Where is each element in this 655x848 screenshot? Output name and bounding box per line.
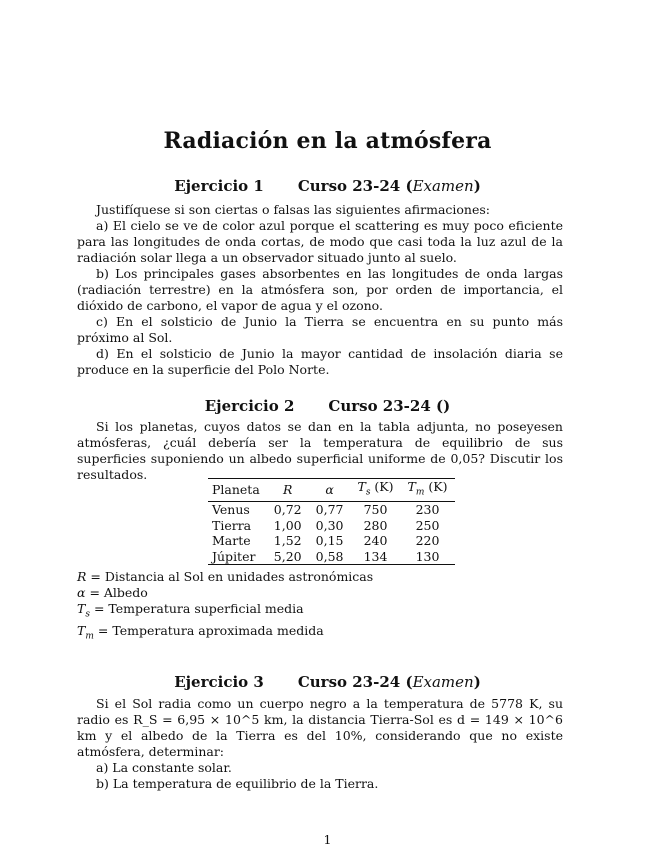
exercise-3-course: Curso 23-24 <box>297 673 401 691</box>
cell-tm: 130 <box>415 548 440 564</box>
planet-data-table <box>208 478 455 565</box>
header-r: R <box>283 482 293 498</box>
cell-r: 5,20 <box>273 548 302 564</box>
header-tm: $T_m$ (K) <box>407 479 448 498</box>
header-ts: $T_s$ (K) <box>357 479 394 498</box>
legend-item: $T_m$ = Temperatura aproximada medida <box>77 622 324 641</box>
page-number: 1 <box>323 832 332 847</box>
legend-text-ts: = Temperatura superficial media <box>93 601 304 616</box>
exercise-1-intro: Justifíquese si son ciertas o falsas las siguientes afirmaciones: <box>96 202 491 217</box>
cell-planet: Tierra <box>212 517 252 533</box>
cell-alpha: 0,30 <box>315 517 344 533</box>
cell-planet: Marte <box>212 533 251 548</box>
exercise-2-body <box>77 419 563 483</box>
cell-alpha: 0,77 <box>315 502 344 517</box>
exercise-1-item-d: d) En el solsticio de Junio la mayor cantidad de insolación diaria se produce en la superficie del Polo Norte. <box>77 346 563 377</box>
cell-alpha: 0,58 <box>315 548 344 564</box>
exercise-1-item-c: c) En el solsticio de Junio la Tierra se encuentra en su punto más próximo al Sol. <box>77 314 563 345</box>
exercise-3-intro: Si el Sol radia como un cuerpo negro a la temperatura de 5778 K, su radio es R_S = 6,95 × 10^5 km, la distancia Tierra-Sol es d = 149 × 10^6 km y el albedo de la Tierra es del 10%, considerando que no existe atmósfera, determinar: <box>77 696 563 759</box>
legend-text-r: = Distancia al Sol en unidades astronómicas <box>90 569 374 584</box>
header-planeta: Planeta <box>212 482 260 498</box>
exercise-3-label: Ejercicio 3 <box>174 673 264 691</box>
exercise-3-source: Examen <box>412 673 474 691</box>
legend-item: α = Albedo <box>77 585 148 600</box>
exercise-1-item-b: b) Los principales gases absorbentes en las longitudes de onda largas (radiación terrestre) en la atmósfera son, por orden de importancia, el dióxido de carbono, el vapor de agua y el ozono. <box>77 266 563 313</box>
cell-ts: 134 <box>363 548 388 564</box>
exercise-2-statement: Si los planetas, cuyos datos se dan en la tabla adjunta, no poseyesen atmósferas, ¿cuál debería ser la temperatura de equilibrio de sus superficies suponiendo un albedo superficial uniforme de 0,05? Discutir los resultados. <box>77 419 563 482</box>
legend-text-tm: = Temperatura aproximada medida <box>97 622 324 638</box>
exercise-3-item-a: a) La constante solar. <box>96 760 232 775</box>
cell-r: 0,72 <box>273 502 302 517</box>
header-alpha: α <box>325 482 334 498</box>
table-header-row <box>208 479 455 502</box>
legend-item: R = Distancia al Sol en unidades astronómicas <box>77 569 374 584</box>
table-row <box>208 518 455 534</box>
table-row <box>208 549 455 565</box>
exercise-3-heading: Ejercicio 3 Curso 23-24 (Examen) <box>174 673 481 691</box>
exercise-2-label: Ejercicio 2 <box>204 397 295 415</box>
exercise-1-heading: Ejercicio 1 Curso 23-24 (Examen) <box>174 177 481 195</box>
cell-planet: Júpiter <box>212 548 256 564</box>
exercise-1-label: Ejercicio 1 <box>174 177 264 195</box>
cell-ts: 240 <box>363 533 388 548</box>
legend-text-alpha: = Albedo <box>89 585 148 600</box>
exercise-1-course: Curso 23-24 <box>297 177 401 195</box>
cell-tm: 220 <box>415 533 440 548</box>
exercise-1-source: Examen <box>412 177 474 195</box>
table-row <box>208 502 455 518</box>
cell-planet: Venus <box>212 502 250 517</box>
cell-ts: 280 <box>363 517 388 533</box>
cell-alpha: 0,15 <box>315 533 344 548</box>
cell-tm: 250 <box>415 517 440 533</box>
cell-ts: 750 <box>363 502 388 517</box>
symbol-legend <box>77 569 373 644</box>
cell-r: 1,00 <box>273 517 302 533</box>
legend-item: $T_s$ = Temperatura superficial media <box>77 601 304 620</box>
table-row <box>208 533 455 549</box>
exercise-1-item-a: a) El cielo se ve de color azul porque el scattering es muy poco eficiente para las longitudes de onda cortas, de modo que casi toda la luz azul de la radiación solar llega a un observador situado junto al suelo. <box>77 218 563 265</box>
cell-tm: 230 <box>415 502 440 517</box>
exercise-3-body <box>77 696 563 792</box>
exercise-2-heading: Ejercicio 2 Curso 23-24 () <box>204 397 451 415</box>
exercise-1-body <box>77 202 563 378</box>
cell-r: 1,52 <box>273 533 302 548</box>
exercise-2-course: Curso 23-24 <box>328 397 431 415</box>
exercise-3-item-b: b) La temperatura de equilibrio de la Tierra. <box>96 776 379 791</box>
document-title: Radiación en la atmósfera <box>163 128 492 154</box>
